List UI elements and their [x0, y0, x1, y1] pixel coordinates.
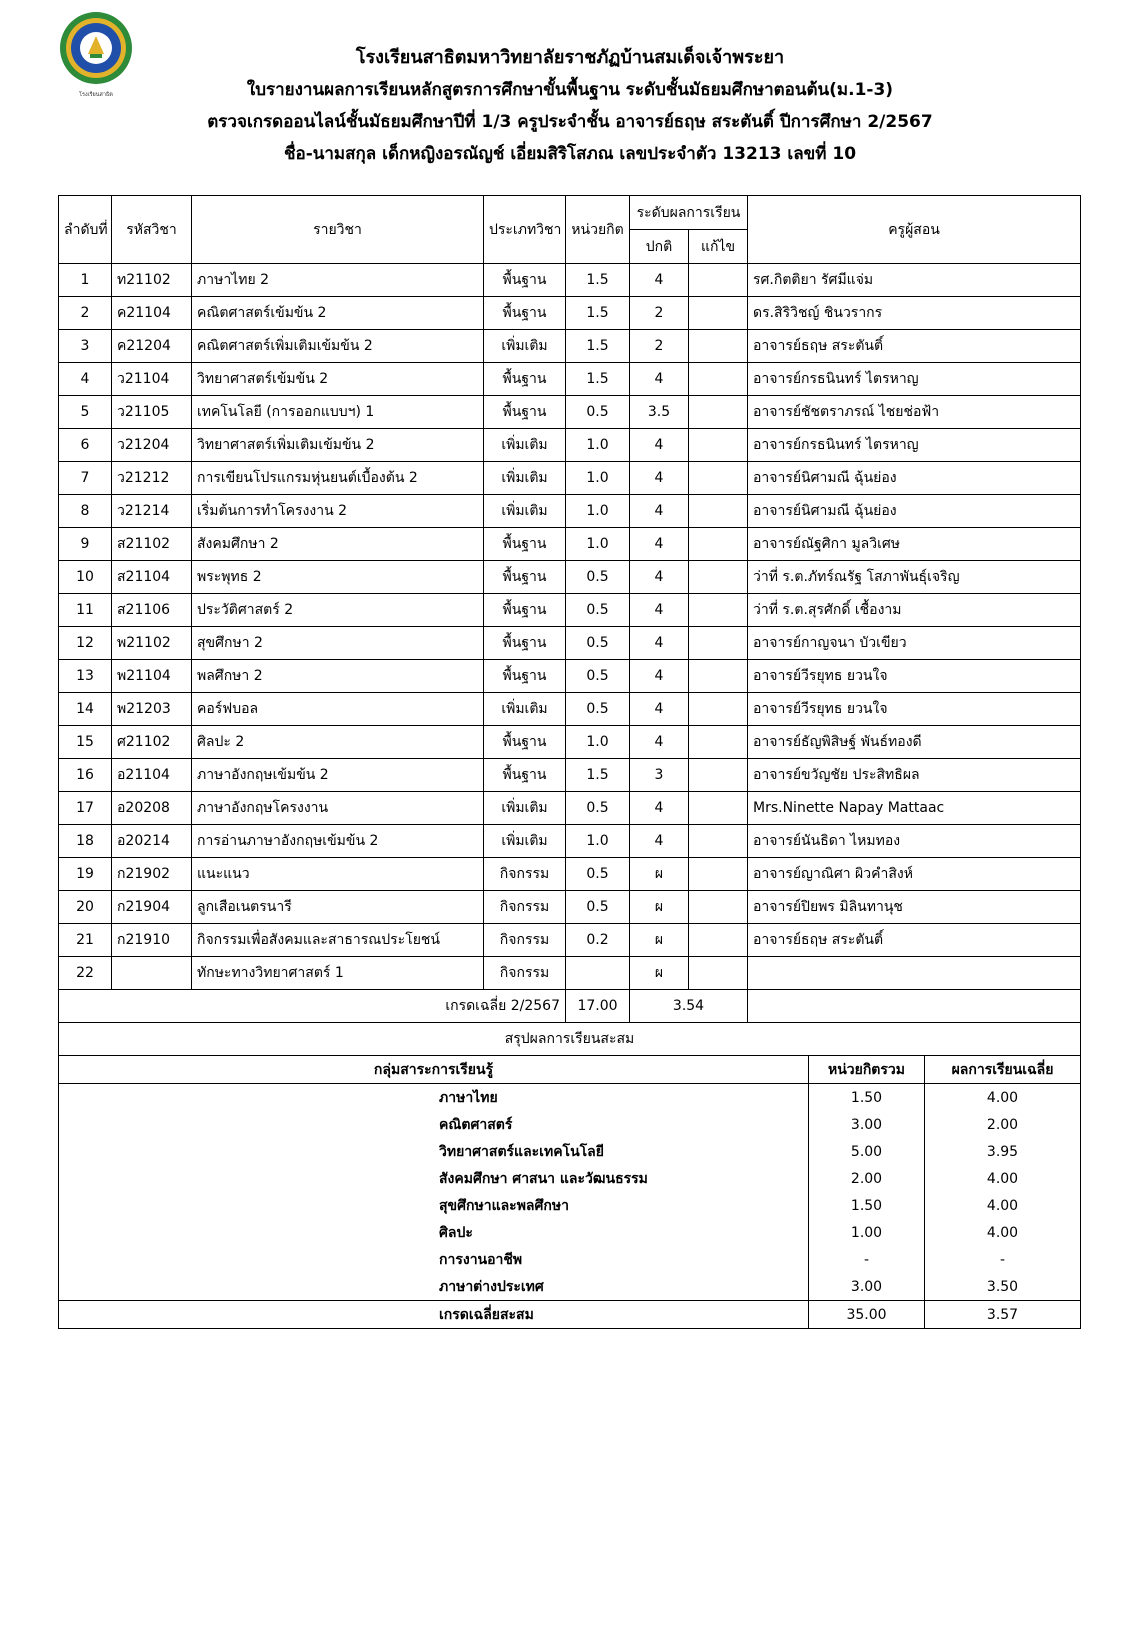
row-subject: การเขียนโปรแกรมหุ่นยนต์เบื้องต้น 2 [192, 462, 484, 495]
row-code [112, 957, 192, 990]
table-row [59, 792, 1081, 825]
summary-total-avg: 3.57 [925, 1301, 1081, 1329]
col-no-header: ลำดับที่ [59, 196, 112, 264]
summary-group-name: คณิตศาสตร์ [59, 1111, 809, 1138]
row-grade: 4 [630, 264, 689, 297]
row-type: กิจกรรม [484, 957, 566, 990]
table-row [59, 924, 1081, 957]
row-credit: 1.0 [566, 528, 630, 561]
table-row [59, 594, 1081, 627]
col-subject-header: รายวิชา [192, 196, 484, 264]
row-no: 2 [59, 297, 112, 330]
row-code: ส21106 [112, 594, 192, 627]
summary-total-row [59, 1301, 1081, 1329]
row-credit: 1.5 [566, 264, 630, 297]
col-code-header: รหัสวิชา [112, 196, 192, 264]
table-row [59, 297, 1081, 330]
row-code: พ21203 [112, 693, 192, 726]
table-row [59, 858, 1081, 891]
row-grade: 4 [630, 660, 689, 693]
row-teacher: อาจารย์นิศามณี ฉุ้นย่อง [748, 495, 1081, 528]
table-row [59, 891, 1081, 924]
svg-text:โรงเรียนสาธิต: โรงเรียนสาธิต [79, 92, 113, 98]
row-grade: 3.5 [630, 396, 689, 429]
header-row [59, 196, 1081, 230]
row-credit: 1.5 [566, 363, 630, 396]
row-type: พื้นฐาน [484, 297, 566, 330]
row-teacher: อาจารย์ธฤษ สระตันติ์ [748, 924, 1081, 957]
row-grade: ผ [630, 891, 689, 924]
row-no: 18 [59, 825, 112, 858]
row-type: พื้นฐาน [484, 627, 566, 660]
col-type-header: ประเภทวิชา [484, 196, 566, 264]
row-no: 3 [59, 330, 112, 363]
row-teacher: อาจารย์ปิยพร มิลินทานุช [748, 891, 1081, 924]
row-code: พ21104 [112, 660, 192, 693]
row-fix [689, 957, 748, 990]
row-subject: เริ่มต้นการทำโครงงาน 2 [192, 495, 484, 528]
row-code: ก21910 [112, 924, 192, 957]
summary-group-avg: 4.00 [925, 1165, 1081, 1192]
row-teacher: ว่าที่ ร.ต.ภัทร์ณรัฐ โสภาพันธุ์เจริญ [748, 561, 1081, 594]
row-fix [689, 264, 748, 297]
row-credit: 0.5 [566, 561, 630, 594]
report-header [140, 42, 1000, 170]
row-no: 12 [59, 627, 112, 660]
row-type: กิจกรรม [484, 858, 566, 891]
row-grade: ผ [630, 858, 689, 891]
row-code: ก21904 [112, 891, 192, 924]
grades-table [58, 195, 1081, 1056]
row-code: ว21214 [112, 495, 192, 528]
row-code: ท21102 [112, 264, 192, 297]
row-no: 7 [59, 462, 112, 495]
row-fix [689, 297, 748, 330]
summary-total-credits: 35.00 [809, 1301, 925, 1329]
row-fix [689, 429, 748, 462]
table-row [59, 693, 1081, 726]
row-grade: 4 [630, 363, 689, 396]
row-credit: 0.5 [566, 693, 630, 726]
row-credit: 0.2 [566, 924, 630, 957]
row-type: เพิ่มเติม [484, 462, 566, 495]
gpa-value: 3.54 [630, 990, 748, 1023]
school-name: โรงเรียนสาธิตมหาวิทยาลัยราชภัฏบ้านสมเด็จเจ้าพระยา [355, 47, 785, 68]
row-teacher: อาจารย์กาญจนา บัวเขียว [748, 627, 1081, 660]
row-credit: 0.5 [566, 792, 630, 825]
row-code: ค21204 [112, 330, 192, 363]
summary-group-avg: 3.50 [925, 1273, 1081, 1301]
row-type: เพิ่มเติม [484, 429, 566, 462]
row-no: 13 [59, 660, 112, 693]
row-teacher: อาจารย์ธัญพิสิษฐ์ พันธ์ทองดี [748, 726, 1081, 759]
row-grade: 4 [630, 561, 689, 594]
summary-row [59, 1246, 1081, 1273]
row-subject: สังคมศึกษา 2 [192, 528, 484, 561]
summary-group-avg: 4.00 [925, 1084, 1081, 1112]
summary-group-name: สังคมศึกษา ศาสนา และวัฒนธรรม [59, 1165, 809, 1192]
summary-table [58, 1055, 1081, 1329]
col-fix-header: แก้ไข [689, 230, 748, 264]
row-type: พื้นฐาน [484, 594, 566, 627]
row-no: 16 [59, 759, 112, 792]
summary-group-credits: - [809, 1246, 925, 1273]
row-fix [689, 462, 748, 495]
row-fix [689, 693, 748, 726]
row-subject: คณิตศาสตร์เพิ่มเติมเข้มข้น 2 [192, 330, 484, 363]
row-subject: วิทยาศาสตร์เพิ่มเติมเข้มข้น 2 [192, 429, 484, 462]
summary-row [59, 1192, 1081, 1219]
row-subject: เทคโนโลยี (การออกแบบฯ) 1 [192, 396, 484, 429]
row-no: 11 [59, 594, 112, 627]
row-grade: 4 [630, 726, 689, 759]
summary-group-name: วิทยาศาสตร์และเทคโนโลยี [59, 1138, 809, 1165]
col-credit-header: หน่วยกิต [566, 196, 630, 264]
row-code: อ20214 [112, 825, 192, 858]
row-fix [689, 825, 748, 858]
row-teacher: ดร.สิริวิชญ์ ชินวรากร [748, 297, 1081, 330]
row-code: ส21102 [112, 528, 192, 561]
gpa-label: เกรดเฉลี่ย 2/2567 [59, 990, 566, 1023]
row-grade: 2 [630, 330, 689, 363]
row-teacher: อาจารย์กรธนินทร์ ไตรหาญ [748, 429, 1081, 462]
row-grade: 4 [630, 495, 689, 528]
row-no: 4 [59, 363, 112, 396]
table-row [59, 627, 1081, 660]
row-credit: 0.5 [566, 627, 630, 660]
row-teacher: อาจารย์ญาณิศา ผิวคำสิงห์ [748, 858, 1081, 891]
row-no: 6 [59, 429, 112, 462]
row-teacher: อาจารย์ขวัญชัย ประสิทธิผล [748, 759, 1081, 792]
summary-group-avg: 2.00 [925, 1111, 1081, 1138]
table-row [59, 660, 1081, 693]
summary-group-avg: 4.00 [925, 1192, 1081, 1219]
row-subject: ศิลปะ 2 [192, 726, 484, 759]
row-subject: คณิตศาสตร์เข้มข้น 2 [192, 297, 484, 330]
row-grade: 4 [630, 594, 689, 627]
row-type: พื้นฐาน [484, 396, 566, 429]
row-grade: 4 [630, 792, 689, 825]
class-info: ตรวจเกรดออนไลน์ชั้นมัธยมศึกษาปีที่ 1/3 ครูประจำชั้น อาจารย์ธฤษ สระตันติ์ ปีการศึกษา 2/2567 [207, 112, 933, 132]
row-credit: 0.5 [566, 594, 630, 627]
table-row [59, 330, 1081, 363]
table-row [59, 462, 1081, 495]
summary-group-avg: 4.00 [925, 1219, 1081, 1246]
row-no: 5 [59, 396, 112, 429]
row-fix [689, 396, 748, 429]
row-credit [566, 957, 630, 990]
row-grade: 4 [630, 429, 689, 462]
row-fix [689, 363, 748, 396]
row-no: 17 [59, 792, 112, 825]
table-row [59, 825, 1081, 858]
row-credit: 0.5 [566, 891, 630, 924]
row-credit: 1.5 [566, 297, 630, 330]
row-teacher: Mrs.Ninette Napay Mattaac [748, 792, 1081, 825]
row-no: 20 [59, 891, 112, 924]
table-row [59, 363, 1081, 396]
row-type: เพิ่มเติม [484, 330, 566, 363]
summary-group-credits: 3.00 [809, 1273, 925, 1301]
table-row [59, 726, 1081, 759]
row-type: พื้นฐาน [484, 726, 566, 759]
row-credit: 0.5 [566, 660, 630, 693]
row-fix [689, 528, 748, 561]
row-no: 15 [59, 726, 112, 759]
row-teacher: อาจารย์วีรยุทธ ยวนใจ [748, 693, 1081, 726]
row-teacher: รศ.กิตติยา รัศมีแจ่ม [748, 264, 1081, 297]
summary-group-avg: 3.95 [925, 1138, 1081, 1165]
row-type: พื้นฐาน [484, 528, 566, 561]
summary-header-row [59, 1056, 1081, 1084]
summary-group-credits: 3.00 [809, 1111, 925, 1138]
row-subject: วิทยาศาสตร์เข้มข้น 2 [192, 363, 484, 396]
row-grade: 4 [630, 528, 689, 561]
row-subject: ประวัติศาสตร์ 2 [192, 594, 484, 627]
row-code: ว21105 [112, 396, 192, 429]
table-row [59, 264, 1081, 297]
row-type: พื้นฐาน [484, 561, 566, 594]
row-fix [689, 330, 748, 363]
gpa-row [59, 990, 1081, 1023]
row-fix [689, 660, 748, 693]
row-fix [689, 891, 748, 924]
row-no: 22 [59, 957, 112, 990]
row-type: กิจกรรม [484, 891, 566, 924]
summary-group-credits: 2.00 [809, 1165, 925, 1192]
row-fix [689, 561, 748, 594]
row-subject: สุขศึกษา 2 [192, 627, 484, 660]
row-teacher: อาจารย์วีรยุทธ ยวนใจ [748, 660, 1081, 693]
table-row [59, 495, 1081, 528]
row-grade: 4 [630, 825, 689, 858]
summary-group-name: การงานอาชีพ [59, 1246, 809, 1273]
summary-group-name: ภาษาไทย [59, 1084, 809, 1112]
row-credit: 1.0 [566, 429, 630, 462]
row-subject: ภาษาไทย 2 [192, 264, 484, 297]
summary-avg-header: ผลการเรียนเฉลี่ย [925, 1056, 1081, 1084]
row-teacher: อาจารย์กรธนินทร์ ไตรหาญ [748, 363, 1081, 396]
row-code: ว21104 [112, 363, 192, 396]
summary-group-name: ศิลปะ [59, 1219, 809, 1246]
row-code: ว21204 [112, 429, 192, 462]
row-type: พื้นฐาน [484, 660, 566, 693]
row-fix [689, 759, 748, 792]
row-fix [689, 924, 748, 957]
row-subject: ภาษาอังกฤษเข้มข้น 2 [192, 759, 484, 792]
table-row [59, 396, 1081, 429]
row-subject: พลศึกษา 2 [192, 660, 484, 693]
row-credit: 0.5 [566, 858, 630, 891]
row-code: อ21104 [112, 759, 192, 792]
summary-group-credits: 1.00 [809, 1219, 925, 1246]
col-normal-header: ปกติ [630, 230, 689, 264]
row-type: เพิ่มเติม [484, 693, 566, 726]
summary-title-row [59, 1023, 1081, 1056]
summary-total-label: เกรดเฉลี่ยสะสม [59, 1301, 809, 1329]
row-subject: ทักษะทางวิทยาศาสตร์ 1 [192, 957, 484, 990]
row-no: 8 [59, 495, 112, 528]
row-credit: 1.0 [566, 462, 630, 495]
table-row [59, 561, 1081, 594]
report-title: ใบรายงานผลการเรียนหลักสูตรการศึกษาขั้นพื้นฐาน ระดับชั้นมัธยมศึกษาตอนต้น(ม.1-3) [246, 80, 894, 100]
summary-row [59, 1165, 1081, 1192]
row-subject: พระพุทธ 2 [192, 561, 484, 594]
row-code: ค21104 [112, 297, 192, 330]
row-type: เพิ่มเติม [484, 495, 566, 528]
summary-row [59, 1219, 1081, 1246]
summary-row [59, 1084, 1081, 1112]
row-credit: 1.5 [566, 759, 630, 792]
row-code: ว21212 [112, 462, 192, 495]
summary-row [59, 1273, 1081, 1301]
gpa-credits: 17.00 [566, 990, 630, 1023]
col-teacher-header: ครูผู้สอน [748, 196, 1081, 264]
table-row [59, 528, 1081, 561]
col-level-header: ระดับผลการเรียน [630, 196, 748, 230]
row-subject: ลูกเสือเนตรนารี [192, 891, 484, 924]
row-grade: 4 [630, 693, 689, 726]
row-subject: แนะแนว [192, 858, 484, 891]
row-teacher [748, 957, 1081, 990]
row-subject: ภาษาอังกฤษโครงงาน [192, 792, 484, 825]
row-code: ศ21102 [112, 726, 192, 759]
summary-group-avg: - [925, 1246, 1081, 1273]
row-grade: 4 [630, 627, 689, 660]
summary-group-credits: 1.50 [809, 1084, 925, 1112]
row-fix [689, 495, 748, 528]
table-row [59, 429, 1081, 462]
summary-group-credits: 1.50 [809, 1192, 925, 1219]
gpa-empty [748, 990, 1081, 1023]
row-fix [689, 792, 748, 825]
row-type: พื้นฐาน [484, 759, 566, 792]
table-row [59, 759, 1081, 792]
row-code: อ20208 [112, 792, 192, 825]
row-code: ก21902 [112, 858, 192, 891]
row-type: กิจกรรม [484, 924, 566, 957]
row-type: เพิ่มเติม [484, 825, 566, 858]
row-type: เพิ่มเติม [484, 792, 566, 825]
row-grade: ผ [630, 957, 689, 990]
row-code: พ21102 [112, 627, 192, 660]
row-type: พื้นฐาน [484, 363, 566, 396]
row-grade: 4 [630, 462, 689, 495]
row-fix [689, 594, 748, 627]
row-credit: 1.5 [566, 330, 630, 363]
row-no: 21 [59, 924, 112, 957]
row-credit: 0.5 [566, 396, 630, 429]
row-credit: 1.0 [566, 825, 630, 858]
row-fix [689, 858, 748, 891]
row-no: 9 [59, 528, 112, 561]
summary-group-name: สุขศึกษาและพลศึกษา [59, 1192, 809, 1219]
row-no: 10 [59, 561, 112, 594]
summary-row [59, 1111, 1081, 1138]
row-code: ส21104 [112, 561, 192, 594]
school-logo [54, 8, 138, 104]
row-fix [689, 726, 748, 759]
table-row [59, 957, 1081, 990]
row-teacher: อาจารย์นิศามณี ฉุ้นย่อง [748, 462, 1081, 495]
row-subject: กิจกรรมเพื่อสังคมและสาธารณประโยชน์ [192, 924, 484, 957]
summary-row [59, 1138, 1081, 1165]
student-info: ชื่อ-นามสกุล เด็กหญิงอรณัญช์ เอี่ยมสิริโสภณ เลขประจำตัว 13213 เลขที่ 10 [283, 144, 857, 164]
summary-credits-header: หน่วยกิตรวม [809, 1056, 925, 1084]
row-grade: ผ [630, 924, 689, 957]
row-teacher: อาจารย์ชัชตราภรณ์ ไชยช่อฟ้า [748, 396, 1081, 429]
row-teacher: อาจารย์นันธิดา ไหมทอง [748, 825, 1081, 858]
row-grade: 3 [630, 759, 689, 792]
summary-title: สรุปผลการเรียนสะสม [59, 1023, 1081, 1056]
row-type: พื้นฐาน [484, 264, 566, 297]
row-teacher: อาจารย์ธฤษ สระตันติ์ [748, 330, 1081, 363]
row-teacher: ว่าที่ ร.ต.สุรศักดิ์ เชื้องาม [748, 594, 1081, 627]
row-subject: การอ่านภาษาอังกฤษเข้มข้น 2 [192, 825, 484, 858]
row-no: 1 [59, 264, 112, 297]
row-credit: 1.0 [566, 495, 630, 528]
row-grade: 2 [630, 297, 689, 330]
row-no: 14 [59, 693, 112, 726]
row-fix [689, 627, 748, 660]
summary-group-credits: 5.00 [809, 1138, 925, 1165]
row-teacher: อาจารย์ณัฐศิกา มูลวิเศษ [748, 528, 1081, 561]
row-no: 19 [59, 858, 112, 891]
summary-group-header: กลุ่มสาระการเรียนรู้ [59, 1056, 809, 1084]
row-subject: คอร์ฟบอล [192, 693, 484, 726]
row-credit: 1.0 [566, 726, 630, 759]
summary-group-name: ภาษาต่างประเทศ [59, 1273, 809, 1301]
